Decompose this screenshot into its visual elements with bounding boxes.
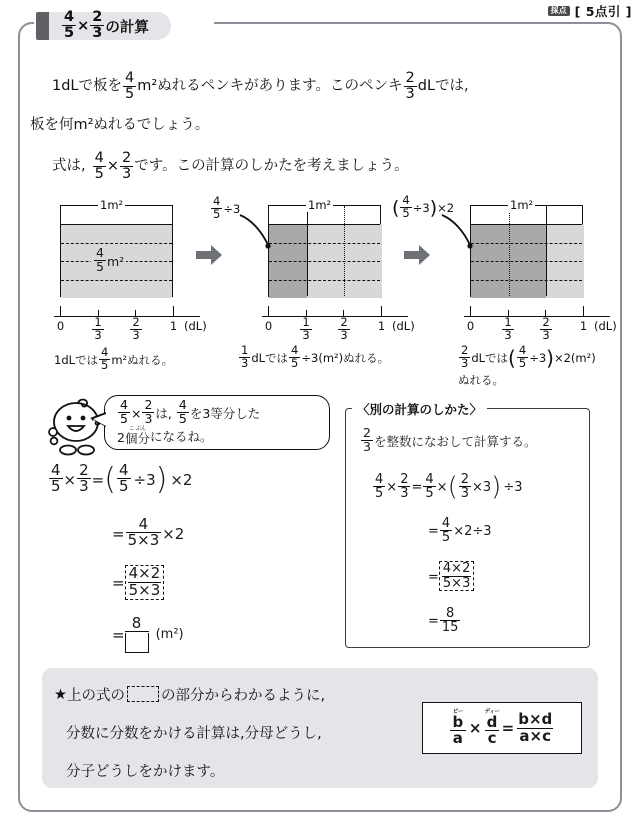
sub-box-l3-boxed-fraction: $\frac{4\times 2}{5\times 3}$ xyxy=(439,561,474,591)
problem-line1-c: dLでは, xyxy=(417,78,469,95)
problem-line3-a: 式は, xyxy=(52,158,86,175)
sub-box-l1-paren-open: ( xyxy=(447,472,458,502)
grading-badge xyxy=(548,2,632,20)
bubble-fraction-3: $\frac{4}{5}$ xyxy=(178,397,187,426)
diagram-3-dash-2 xyxy=(471,261,582,262)
diagram-3-axis xyxy=(464,316,610,317)
bubble-mid: は, xyxy=(155,406,172,421)
formula-b-reading: ビー xyxy=(452,708,463,715)
sub-box-l1-op-1: × xyxy=(386,479,398,495)
diagram-2-top-label: 1m² xyxy=(308,198,332,212)
diagram-3-label-2of3: $\frac{2}{3}$ xyxy=(542,315,550,342)
diagram-2-divider xyxy=(269,224,380,225)
diagram-3-dash-1 xyxy=(471,243,582,244)
title-pill xyxy=(49,9,171,41)
diagram-1-inner-label xyxy=(91,245,126,274)
speech-bubble-line-1 xyxy=(117,397,261,426)
bubble-line2-pre: 2 xyxy=(117,430,125,445)
diagram-3-caption-a: dLでは xyxy=(471,351,509,365)
diagram-1-label-0: 0 xyxy=(56,319,65,333)
main-calc-l1-op-2: ÷3 xyxy=(133,470,156,489)
title-operator: × xyxy=(77,18,90,34)
sub-box-line-1 xyxy=(372,472,523,502)
problem-line3-fraction-2: $\frac{2}{3}$ xyxy=(122,150,132,182)
diagram-3-caption-b: ×2(m²) xyxy=(553,351,596,365)
diagram-3-tick-1 xyxy=(583,306,584,317)
bubble-ruby-base: 個分 xyxy=(124,430,150,446)
diagram-2-caption xyxy=(238,343,390,370)
main-calc-l3-boxed-fraction: $\frac{4\times 2}{5\times 3}$ xyxy=(125,565,165,600)
main-calc-l1-paren-open: ( xyxy=(104,462,116,497)
main-calc-l4-answer-fraction xyxy=(125,616,149,653)
diagram-2-caption-fraction-2: $\frac{4}{5}$ xyxy=(291,343,299,370)
bubble-op-1: × xyxy=(130,405,142,421)
diagram-2-pointer-arrow-icon xyxy=(232,212,282,260)
diagram-2-caption-fraction-1: $\frac{1}{3}$ xyxy=(241,343,249,370)
speech-bubble-tail-inner xyxy=(93,414,106,426)
title-fraction-a: $\frac{4}{5}$ xyxy=(64,9,75,41)
diagram-1-label-1: 1 xyxy=(169,319,178,333)
title-accent-bar xyxy=(36,12,49,40)
diagram-1-label-2of3: $\frac{2}{3}$ xyxy=(132,315,140,342)
diagram-3-bar xyxy=(470,205,583,297)
formula-a: a xyxy=(452,729,463,748)
section-title xyxy=(36,9,171,41)
grading-deduction-text: [ 5点引 ] xyxy=(574,4,632,19)
sub-box-line-4 xyxy=(428,608,461,635)
sub-box-l1-tail: ÷3 xyxy=(503,479,523,495)
problem-line3-operator: × xyxy=(106,158,119,175)
problem-line1-a: 1dLで板を xyxy=(52,78,123,95)
bubble-line2-tail: になるね。 xyxy=(149,429,213,444)
main-calc-l4-equals: = xyxy=(112,625,125,644)
formula-a-ruby xyxy=(453,731,463,746)
formula-equals: = xyxy=(501,719,515,737)
diagram-2-caption-a: dLでは xyxy=(251,351,289,365)
main-calc-l2-equals: = xyxy=(112,524,125,543)
title-suffix: の計算 xyxy=(105,19,149,36)
diagram-2-axis xyxy=(262,316,408,317)
diagram-3-vline-2 xyxy=(546,206,547,296)
problem-line1-b: m²ぬれるペンキがあります。このペンキ xyxy=(137,78,403,95)
diagram-3-annotation-paren-open: ( xyxy=(392,197,400,219)
diagram-3-caption-paren-open: ( xyxy=(508,346,516,370)
main-calc-l1-fraction-3: $\frac{4}{5}$ xyxy=(118,461,129,495)
problem-line-2: 板を何m²ぬれるでしょう。 xyxy=(30,117,210,133)
diagram-3-caption-paren-close: ) xyxy=(546,346,554,370)
diagram-1-axis-unit: (dL) xyxy=(184,319,207,333)
main-calc-l1-paren-close: ) xyxy=(155,462,168,497)
summary-line-2: 分数に分数をかける計算は,分母どうし, xyxy=(66,726,322,742)
summary-dashed-placeholder xyxy=(127,686,159,702)
diagram-2-caption-b: ÷3(m²)ぬれる。 xyxy=(301,351,390,365)
diagram-3-caption-line2: ぬれる。 xyxy=(458,373,504,387)
diagram-2-label-2of3: $\frac{2}{3}$ xyxy=(340,315,348,342)
diagram-3-annotation-op: ÷3 xyxy=(412,201,430,215)
problem-line3-b: です。この計算のしかたを考えましょう。 xyxy=(134,158,409,175)
diagram-3-caption-fraction-2: $\frac{4}{5}$ xyxy=(518,343,527,370)
main-calc-l3-equals: = xyxy=(112,574,125,593)
formula-d: d xyxy=(486,713,498,732)
formula-d-reading: ディー xyxy=(484,708,500,715)
main-calc-l1-tail: ×2 xyxy=(170,470,193,489)
diagram-2-label-1of3: $\frac{1}{3}$ xyxy=(302,315,310,342)
speech-bubble-line-2 xyxy=(117,427,212,445)
diagram-1-axis xyxy=(54,316,200,317)
summary-line1-a: 上の式の xyxy=(67,688,125,704)
alternative-method-title: 〈別の計算のしかた〉 xyxy=(352,400,487,418)
main-calc-l4-unit: (m²) xyxy=(155,627,184,642)
main-calc-l1-fraction-1: $\frac{4}{5}$ xyxy=(51,461,61,495)
diagram-2-vline-1 xyxy=(307,206,308,296)
answer-blank-box[interactable] xyxy=(125,633,149,653)
summary-line-3: 分子どうしをかけます。 xyxy=(66,764,225,780)
sub-box-intro xyxy=(360,425,537,454)
diagram-1-dash-3 xyxy=(61,280,172,281)
formula-fraction-left xyxy=(450,710,466,747)
diagram-3-annotation-tail: ×2 xyxy=(437,201,455,215)
diagram-1-dash-1 xyxy=(61,243,172,244)
summary-star-icon: ★ xyxy=(54,686,67,703)
diagram-3-tick-0 xyxy=(470,306,471,317)
sub-box-l2-tail: ×2÷3 xyxy=(453,524,492,539)
main-calc-line-1 xyxy=(48,462,192,497)
formula-b: b xyxy=(452,713,464,732)
bubble-fraction-1: $\frac{4}{5}$ xyxy=(120,397,128,426)
diagram-1-bar xyxy=(60,205,173,297)
problem-line1-fraction-2: $\frac{2}{3}$ xyxy=(405,70,415,102)
sub-box-l1-op-3: ×3 xyxy=(472,479,492,495)
sub-box-intro-fraction: $\frac{2}{3}$ xyxy=(363,425,371,454)
sub-box-l4-equals: = xyxy=(428,614,439,629)
sub-box-l1-fraction-2: $\frac{2}{3}$ xyxy=(400,471,409,501)
main-calc-l1-op-1: × xyxy=(63,470,77,489)
diagram-2-tick-0 xyxy=(268,306,269,317)
diagram-3-caption-fraction-1: $\frac{2}{3}$ xyxy=(461,343,469,370)
diagram-2-bar xyxy=(268,205,381,297)
grading-chip: 採点 xyxy=(548,6,570,17)
diagram-3-label-1: 1 xyxy=(579,319,588,333)
formula-b-ruby xyxy=(452,710,463,731)
diagram-3-label-1of3: $\frac{1}{3}$ xyxy=(504,315,512,342)
diagram-1 xyxy=(54,198,207,372)
diagram-3-caption xyxy=(458,343,596,370)
diagram-2 xyxy=(241,198,415,370)
main-calc-line-2 xyxy=(112,515,185,549)
main-calc-line-3 xyxy=(112,566,164,601)
bubble-fraction-2: $\frac{2}{3}$ xyxy=(144,397,153,426)
problem-line-1 xyxy=(52,72,469,102)
formula-d-ruby xyxy=(484,710,499,731)
diagram-2-dash-2 xyxy=(269,261,380,262)
problem-line-3 xyxy=(52,152,409,182)
formula-box xyxy=(422,702,582,754)
diagram-1-caption-fraction: $\frac{4}{5}$ xyxy=(101,345,109,372)
diagram-1-tick-0 xyxy=(60,306,61,317)
formula-fraction-right xyxy=(484,710,499,747)
sub-box-l1-fraction-4: $\frac{2}{3}$ xyxy=(460,471,469,501)
formula-result-denominator: a×c xyxy=(519,726,552,745)
sub-box-l1-equals: = xyxy=(411,479,423,495)
diagram-2-dash-3 xyxy=(269,280,380,281)
diagram-3-axis-unit: (dL) xyxy=(594,319,617,333)
main-calc-l1-fraction-2: $\frac{2}{3}$ xyxy=(79,461,89,495)
diagram-3-top-label: 1m² xyxy=(510,198,534,212)
diagram-1-tick-1 xyxy=(173,306,174,317)
bubble-ruby-group xyxy=(125,427,150,445)
problem-line1-fraction-1: $\frac{4}{5}$ xyxy=(125,70,135,102)
diagram-2-dash-1 xyxy=(269,243,380,244)
sub-box-l4-fraction: $\frac{8}{15}$ xyxy=(441,606,459,635)
formula-c: c xyxy=(487,729,497,748)
problem-line3-fraction-1: $\frac{4}{5}$ xyxy=(94,150,104,182)
diagram-2-tick-1 xyxy=(381,306,382,317)
main-calc-l2-tail: ×2 xyxy=(162,524,185,543)
sub-box-l1-fraction-3: $\frac{4}{5}$ xyxy=(425,471,434,501)
diagram-2-vline-2 xyxy=(344,206,345,296)
diagram-2-axis-unit: (dL) xyxy=(392,319,415,333)
main-calc-l1-equals: = xyxy=(91,470,105,489)
diagram-3-divider xyxy=(471,224,582,225)
diagram-2-annotation-fraction: $\frac{4}{5}$ xyxy=(213,194,221,221)
sub-box-intro-text: を整数になおして計算する。 xyxy=(373,434,537,449)
diagram-2-label-1: 1 xyxy=(377,319,386,333)
main-calc-l2-fraction: $\frac{4}{5\times 3}$ xyxy=(127,515,160,549)
title-fraction-b: $\frac{2}{3}$ xyxy=(92,9,103,41)
sub-box-l2-equals: = xyxy=(428,524,439,539)
diagram-1-caption-a: 1dLでは xyxy=(54,353,99,367)
formula-fraction-result xyxy=(516,709,554,745)
diagram-3-dash-3 xyxy=(471,280,582,281)
bubble-ruby-reading: こ ぶん xyxy=(128,426,146,432)
diagram-3-annotation-paren-close: ) xyxy=(429,197,438,219)
main-calc-line-4 xyxy=(112,616,184,653)
diagram-1-caption-b: m²ぬれる。 xyxy=(111,353,174,367)
summary-line1-b: の部分からわかるように, xyxy=(161,688,326,704)
formula-times-1: × xyxy=(468,719,482,737)
mascot-character-icon xyxy=(44,396,112,458)
diagram-2-annotation-op: ÷3 xyxy=(223,202,241,216)
sub-box-l1-fraction-1: $\frac{4}{5}$ xyxy=(375,471,384,501)
diagram-1-inner-unit: m² xyxy=(106,253,125,269)
sub-box-l2-fraction: $\frac{4}{5}$ xyxy=(441,516,451,545)
bubble-tail-text: を3等分した xyxy=(189,406,261,421)
diagram-1-caption xyxy=(54,345,174,372)
diagram-3-number-line xyxy=(464,305,617,347)
main-calc-l4-numerator: 8 xyxy=(131,614,142,632)
diagram-3-vline-1 xyxy=(509,206,510,296)
diagram-1-label-1of3: $\frac{1}{3}$ xyxy=(94,315,102,342)
diagram-3-caption-op: ÷3 xyxy=(529,351,547,365)
sub-box-l1-op-2: × xyxy=(436,479,448,495)
diagram-3-annotation-fraction: $\frac{4}{5}$ xyxy=(402,193,410,220)
diagram-3-label-0: 0 xyxy=(466,319,475,333)
diagram-1-inner-fraction: $\frac{4}{5}$ xyxy=(96,245,104,274)
summary-line-1 xyxy=(54,684,325,705)
diagram-2-number-line xyxy=(262,305,415,347)
diagram-1-top-label: 1m² xyxy=(100,198,124,212)
diagram-3-pointer-arrow-icon xyxy=(434,212,484,260)
diagram-2-label-0: 0 xyxy=(264,319,273,333)
sub-box-l3-equals: = xyxy=(428,569,439,585)
sub-box-l1-paren-close: ) xyxy=(491,472,502,502)
sub-box-line-3 xyxy=(428,562,474,592)
sub-box-line-2 xyxy=(428,518,492,545)
diagram-1-divider xyxy=(61,224,172,225)
diagram-1-number-line xyxy=(54,305,207,347)
diagram-3 xyxy=(458,198,617,387)
formula-result-numerator: b×d xyxy=(518,709,553,728)
